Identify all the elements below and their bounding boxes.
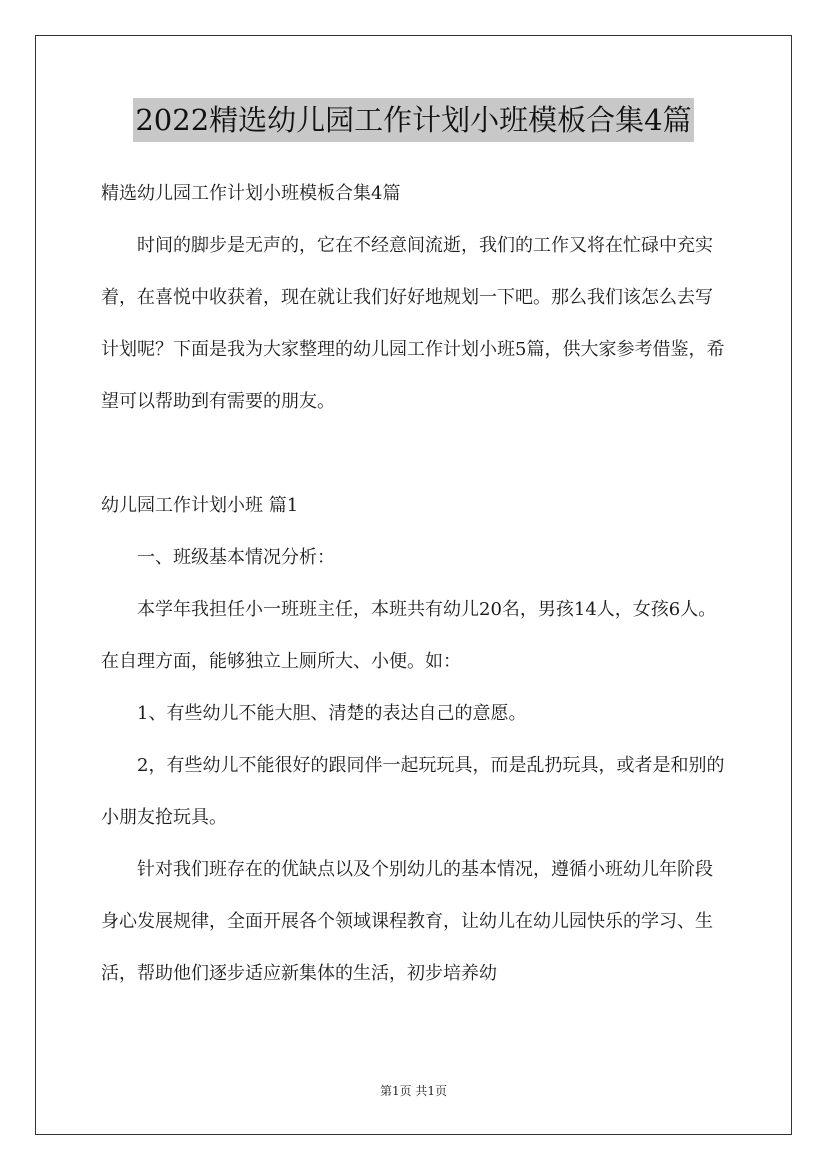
- paragraph-plan: 针对我们班存在的优缺点以及个别幼儿的基本情况，遵循小班幼儿年阶段身心发展规律，全面开展各个领域课程教育，让幼儿在幼儿园快乐的学习、生活，帮助他们逐步适应新集体的生活，初步培养幼: [101, 859, 713, 984]
- document-title: 2022精选幼儿园工作计划小班模板合集4篇: [133, 98, 693, 142]
- section-heading: 幼儿园工作计划小班 篇1: [101, 495, 299, 516]
- intro-paragraph: 时间的脚步是无声的，它在不经意间流逝，我们的工作又将在忙碌中充实着，在喜悦中收获着，现在就让我们好好地规划一下吧。那么我们该怎么去写计划呢？下面是我为大家整理的幼儿园工作计划小班5篇，供大家参考借鉴，希望可以帮助到有需要的朋友。: [101, 235, 725, 412]
- title-container: [0, 98, 827, 142]
- paragraph-point-2: 2，有些幼儿不能很好的跟同伴一起玩玩具，而是乱扔玩具，或者是和别的小朋友抢玩具。: [101, 755, 725, 828]
- document-body: [101, 168, 727, 1000]
- page-footer: 第1页 共1页: [379, 1084, 448, 1098]
- paragraph-class-overview: 本学年我担任小一班班主任，本班共有幼儿20名，男孩14人，女孩6人。在自理方面，能够独立上厕所大、小便。如：: [101, 599, 717, 672]
- subtitle: 精选幼儿园工作计划小班模板合集4篇: [101, 183, 401, 204]
- paragraph-class-analysis-heading: 一、班级基本情况分析：: [137, 547, 335, 568]
- paragraph-point-1: 1、有些幼儿不能大胆、清楚的表达自己的意愿。: [137, 703, 527, 724]
- spacer: [101, 428, 727, 480]
